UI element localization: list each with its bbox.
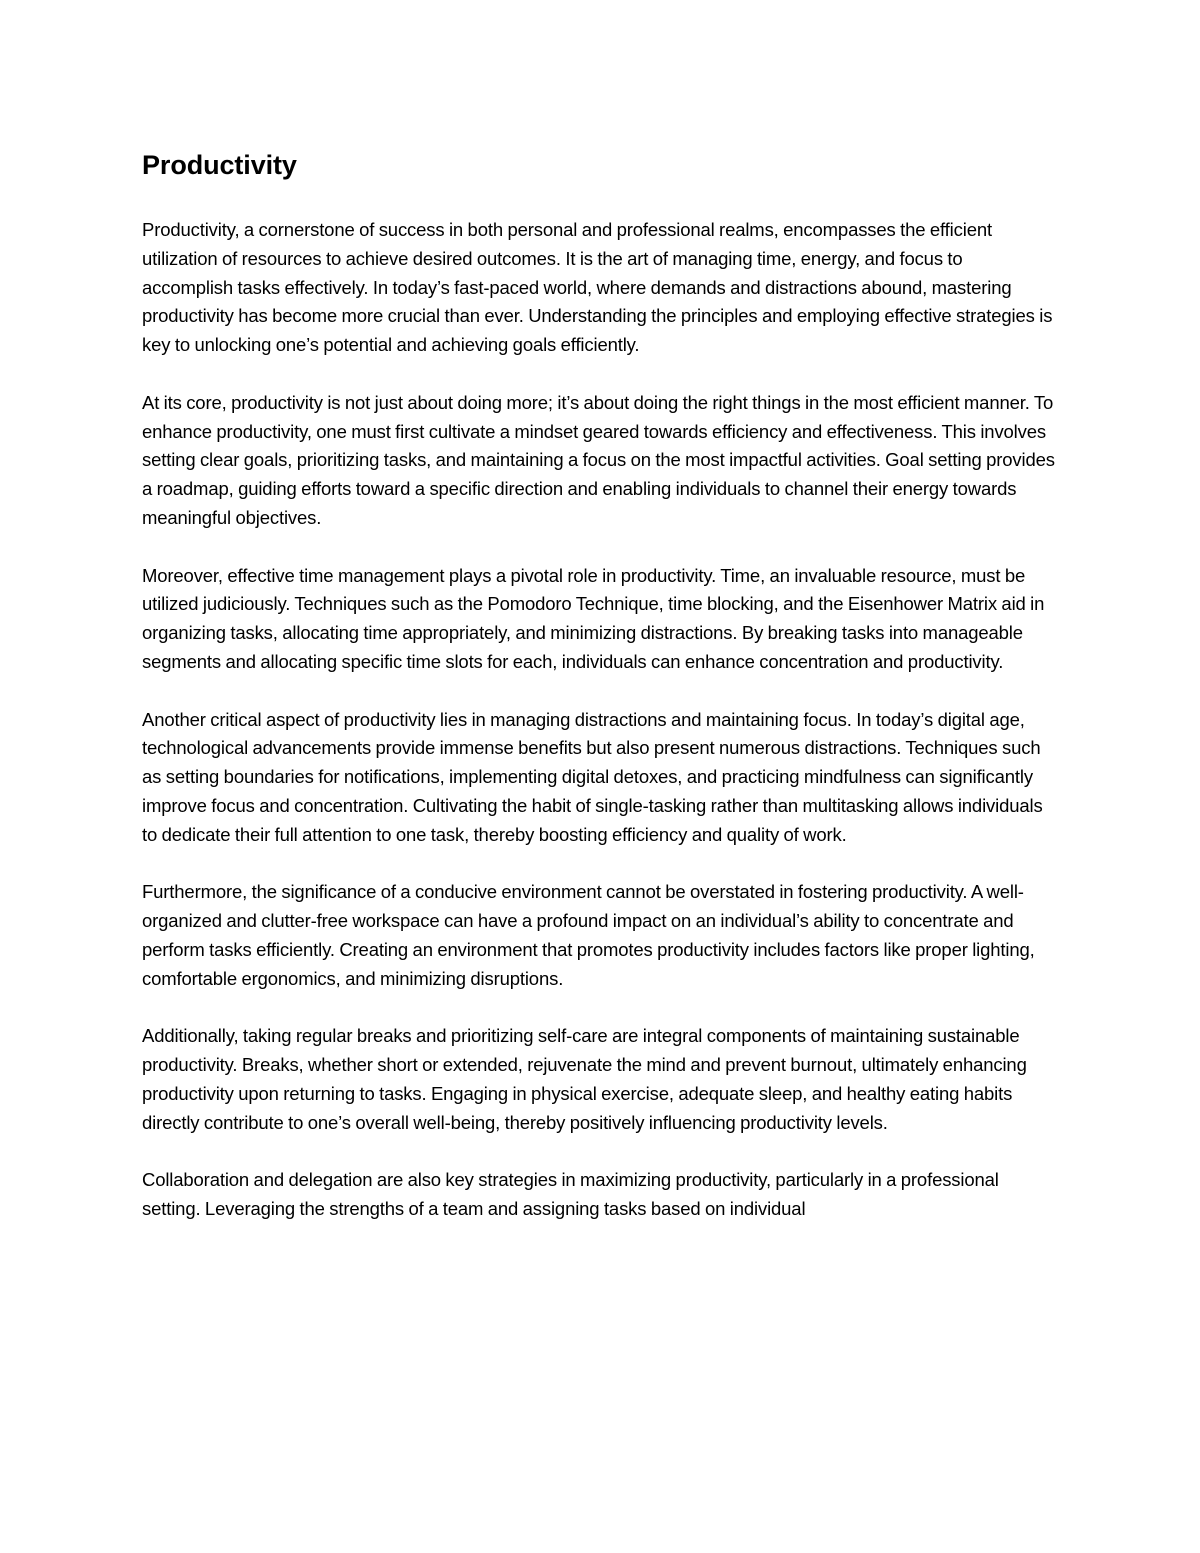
paragraph-collaboration: Collaboration and delegation are also key strategies in maximizing productivity, particularly in a professional setting. Leveraging the strengths of a team and assigning tasks based on individual <box>142 1169 999 1220</box>
paragraph-environment: Furthermore, the significance of a conducive environment cannot be overstated in fostering productivity. A well-organized and clutter-free workspace can have a profound impact on an individual’s ability to concentrate and perform tasks efficiently. Creating an environment that promotes productivity includes factors like proper lighting, comfortable ergonomics, and minimizing disruptions. <box>142 881 1035 989</box>
document-title: Productivity <box>142 150 297 180</box>
paragraph-time-management: Moreover, effective time management plays a pivotal role in productivity. Time, an invaluable resource, must be utilized judiciously. Techniques such as the Pomodoro Technique, time blocking, and the Eisenhower Matrix aid in organizing tasks, allocating time appropriately, and minimizing distractions. By breaking tasks into manageable segments and allocating specific time slots for each, individuals can enhance concentration and productivity. <box>142 564 1045 672</box>
paragraph-core-mindset: At its core, productivity is not just about doing more; it’s about doing the right things in the most efficient manner. To enhance productivity, one must first cultivate a mindset geared towards efficiency and effectiveness. This involves setting clear goals, prioritizing tasks, and maintaining a focus on the most impactful activities. Goal setting provides a roadmap, guiding efforts toward a specific direction and enabling individuals to channel their energy towards meaningful objectives. <box>142 391 1055 528</box>
paragraph-introduction: Productivity, a cornerstone of success in both personal and professional realms, encompasses the efficient utilization of resources to achieve desired outcomes. It is the art of managing time, energy, and focus to accomplish tasks effectively. In today’s fast-paced world, where demands and distractions abound, mastering productivity has become more crucial than ever. Understanding the principles and employing effective strategies is key to unlocking one’s potential and achieving goals efficiently. <box>142 219 1053 356</box>
paragraph-breaks-self-care: Additionally, taking regular breaks and prioritizing self-care are integral components of maintaining sustainable productivity. Breaks, whether short or extended, rejuvenate the mind and prevent burnout, ultimately enhancing productivity upon returning to tasks. Engaging in physical exercise, adequate sleep, and healthy eating habits directly contribute to one’s overall well-being, thereby positively influencing productivity levels. <box>142 1025 1027 1133</box>
document-body <box>142 148 1057 1224</box>
paragraph-distractions-focus: Another critical aspect of productivity lies in managing distractions and maintaining focus. In today’s digital age, technological advancements provide immense benefits but also present numerous distractions. Techniques such as setting boundaries for notifications, implementing digital detoxes, and practicing mindfulness can significantly improve focus and concentration. Cultivating the habit of single-tasking rather than multitasking allows individuals to dedicate their full attention to one task, thereby boosting efficiency and quality of work. <box>142 708 1043 845</box>
